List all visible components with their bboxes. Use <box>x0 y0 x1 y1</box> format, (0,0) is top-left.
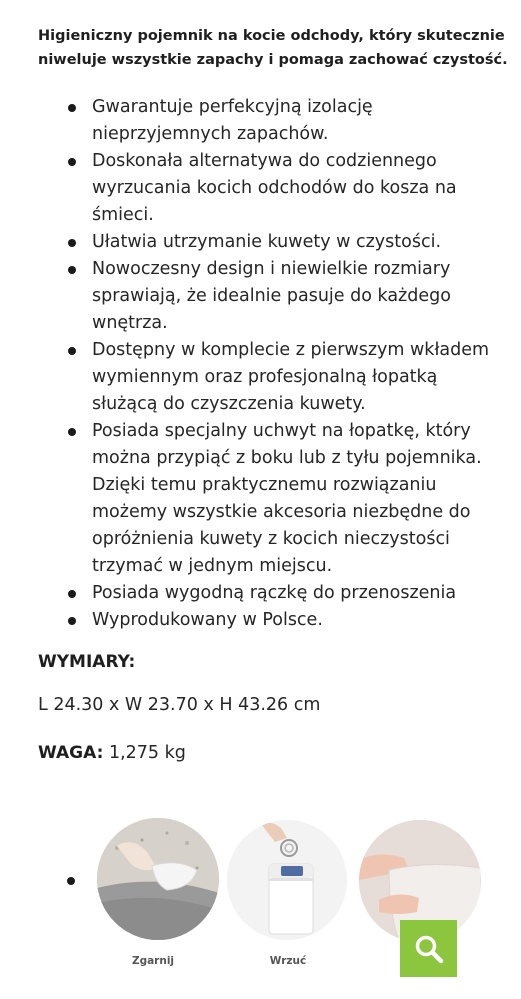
gallery-thumb-drop[interactable] <box>227 820 347 940</box>
gallery-caption-drop: Wrzuć <box>269 955 307 967</box>
dimensions-heading: WYMIARY: <box>38 652 136 672</box>
feature-item: Posiada wygodną rączkę do przenoszenia <box>92 580 502 607</box>
feature-item: Gwarantuje perfekcyjną izolację nieprzyjemnych zapachów. <box>92 94 502 148</box>
weight-value: 1,275 kg <box>103 743 186 763</box>
scoop-illustration <box>97 818 219 940</box>
feature-list <box>92 94 502 634</box>
feature-item: Posiada specjalny uchwyt na łopatkę, który można przypiąć z boku lub z tyłu pojemnika. Dzięki temu praktycznemu rozwiązaniu możemy wszystkie akcesoria niezbędne do opróżnienia kuwety z kocich nieczystości trzymać w jednym miejscu. <box>92 418 502 580</box>
feature-item: Doskonała alternatywa do codziennego wyrzucania kocich odchodów do kosza na śmieci. <box>92 148 502 229</box>
feature-item: Ułatwia utrzymanie kuwety w czystości. <box>92 229 502 256</box>
dimensions-value: L 24.30 x W 23.70 x H 43.26 cm <box>38 695 321 715</box>
zoom-button[interactable] <box>400 920 457 977</box>
bin-illustration <box>227 820 347 940</box>
gallery-thumb-scoop[interactable] <box>97 818 219 940</box>
gallery-caption-scoop: Zgarnij <box>131 955 175 967</box>
search-icon <box>414 934 444 964</box>
weight-label: WAGA: <box>38 743 104 763</box>
weight-row <box>38 743 186 763</box>
feature-item: Dostępny w komplecie z pierwszym wkładem wymiennym oraz profesjonalną łopatką służącą do czyszczenia kuwety. <box>92 337 502 418</box>
gallery-bullet <box>67 877 75 885</box>
product-intro: Higieniczny pojemnik na kocie odchody, który skutecznie niweluje wszystkie zapachy i pomaga zachować czystość. <box>38 28 508 68</box>
feature-item: Wyprodukowany w Polsce. <box>92 607 502 634</box>
feature-item: Nowoczesny design i niewielkie rozmiary sprawiają, że idealnie pasuje do każdego wnętrza. <box>92 256 502 337</box>
